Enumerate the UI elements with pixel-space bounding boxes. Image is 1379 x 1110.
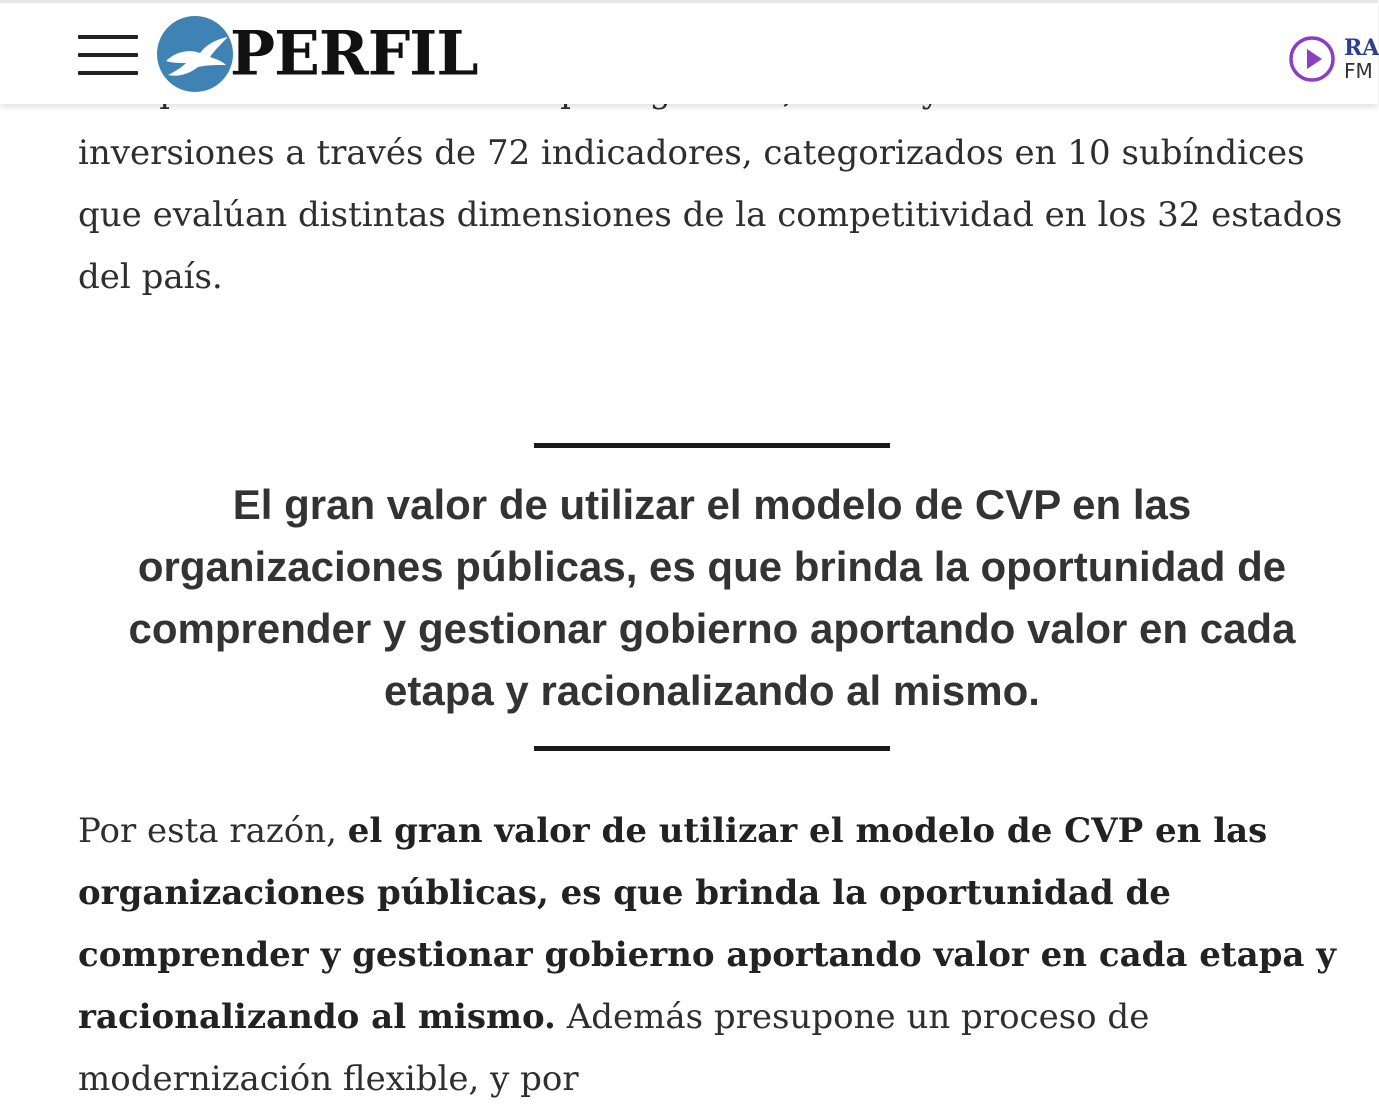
article-paragraph-2 <box>78 800 1353 1110</box>
paragraph-2-rest: Además presupone un proceso de modernización flexible, y por <box>78 997 1150 1099</box>
paragraph-1-text: inversiones a través de 72 indicadores, categorizados en 10 subíndices que evalúan distintas dimensiones de la competitividad en los 32 estados del país. <box>78 133 1343 297</box>
play-circle-icon <box>1288 35 1336 83</box>
pull-quote-bottom-rule <box>534 746 890 751</box>
site-name: PERFIL <box>230 18 478 90</box>
paragraph-text <box>78 800 1353 1110</box>
site-logo[interactable] <box>156 15 478 93</box>
menu-bar <box>78 53 138 57</box>
hamburger-menu-icon[interactable] <box>78 35 138 77</box>
radio-player-link[interactable] <box>1288 33 1379 85</box>
paragraph-2-lead: Por esta razón, <box>78 811 348 851</box>
menu-bar <box>78 35 138 39</box>
pull-quote-top-rule <box>534 443 890 448</box>
radio-label <box>1344 37 1379 81</box>
menu-bar <box>78 71 138 75</box>
site-header <box>0 0 1378 104</box>
dove-emblem-icon <box>156 15 234 93</box>
paragraph-2-bold: el gran valor de utilizar el modelo de CVP en las organizaciones públicas, es que brinda la oportunidad de comprender y gestionar gobierno aportando valor en cada etapa y racionalizando al mismo. <box>78 811 1336 1037</box>
pull-quote <box>78 443 1346 751</box>
radio-name: RA <box>1344 35 1379 61</box>
radio-band: FM <box>1344 59 1373 83</box>
pull-quote-text: El gran valor de utilizar el modelo de CVP en las organizaciones públicas, es que brinda la oportunidad de comprender y gestionar gobierno aportando valor en cada etapa y racionalizando al mismo. <box>128 481 1296 714</box>
